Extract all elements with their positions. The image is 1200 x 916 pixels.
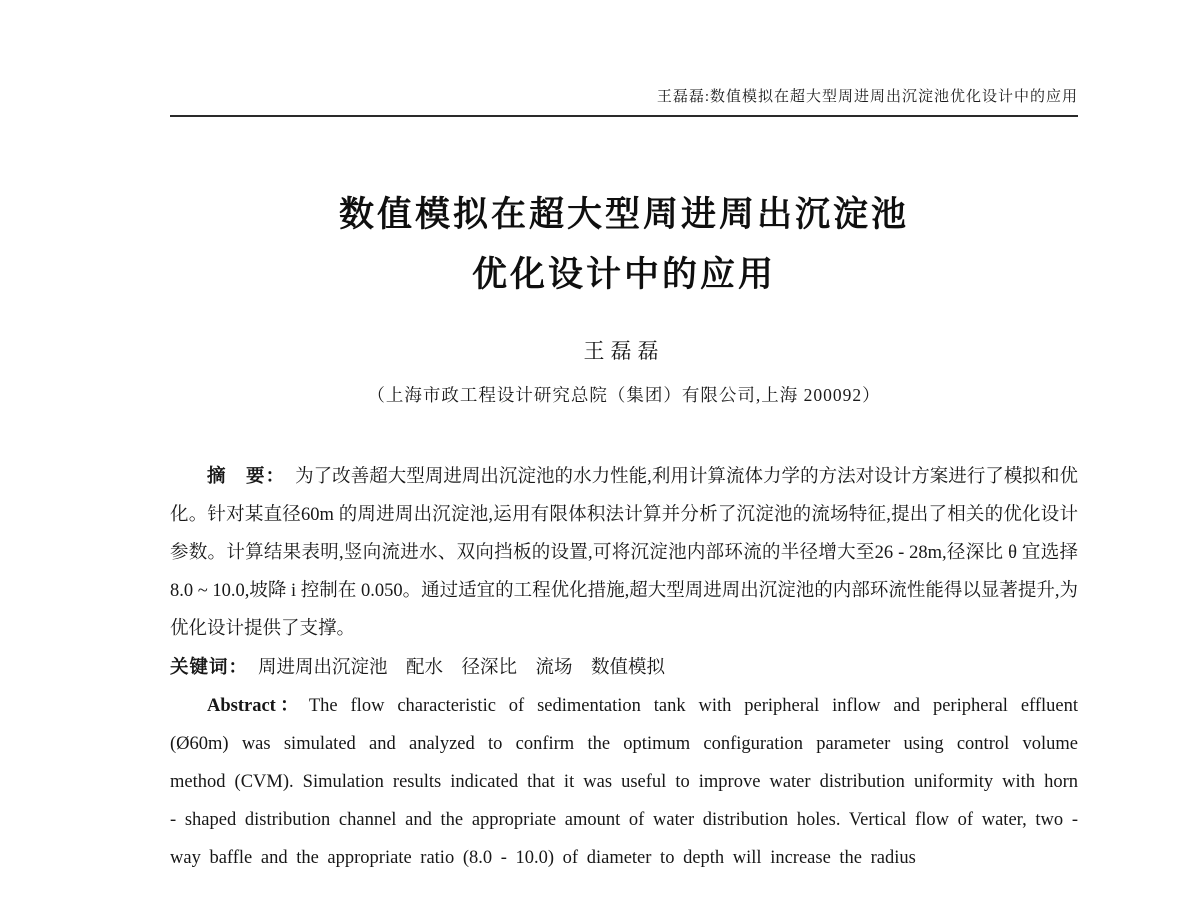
paper-title-line-1: 数值模拟在超大型周进周出沉淀池 <box>338 195 909 234</box>
keywords-line <box>170 648 1078 687</box>
english-abstract-paragraph <box>170 687 1078 877</box>
running-header: 王磊磊:数值模拟在超大型周进周出沉淀池优化设计中的应用 <box>656 89 1078 105</box>
author-affiliation: （上海市政工程设计研究总院（集团）有限公司,上海 200092） <box>367 385 881 405</box>
abstract-text: 为了改善超大型周进周出沉淀池的水力性能,利用计算流体力学的方法对设计方案进行了模拟和优化。针对某直径60m 的周进周出沉淀池,运用有限体积法计算并分析了沉淀池的流场特征,提出了相关的优化设计参数。计算结果表明,竖向流进水、双向挡板的设置,可将沉淀池内部环流的半径增大至26 - 28m,径深比 θ 宜选择 8.0 ~ 10.0,坡降 i 控制在 0.050。通过适宜的工程优化措施,超大型周进周出沉淀池的内部环流性能得以显著提升,为优化设计提供了支撑。 <box>170 467 1078 639</box>
paper-title-line-2: 优化设计中的应用 <box>471 255 776 294</box>
abstract-section <box>170 457 1078 877</box>
author-name: 王磊磊 <box>583 339 665 363</box>
header-rule <box>170 115 1078 117</box>
chinese-abstract-paragraph <box>170 457 1078 648</box>
paper-title <box>170 185 1078 305</box>
english-abstract-text: The flow characteristic of sedimentation tank with peripheral inflow and peripheral effluent (Ø60m) was simulated and analyzed to confirm the optimum configuration parameter using control volume method (CVM). Simulation results indicated that it was useful to improve water distribution uniformity with horn - shaped distribution channel and the appropriate amount of water distribution holes. Vertical flow of water, two - way baffle and the appropriate ratio (8.0 - 10.0) of diameter to depth will increase the radius <box>170 696 1079 868</box>
english-abstract-label: Abstract： <box>207 696 303 716</box>
keywords-text: 周进周出沉淀池 配水 径深比 流场 数值模拟 <box>258 658 666 678</box>
abstract-label: 摘 要： <box>207 465 286 486</box>
keywords-label: 关键词： <box>170 656 249 677</box>
